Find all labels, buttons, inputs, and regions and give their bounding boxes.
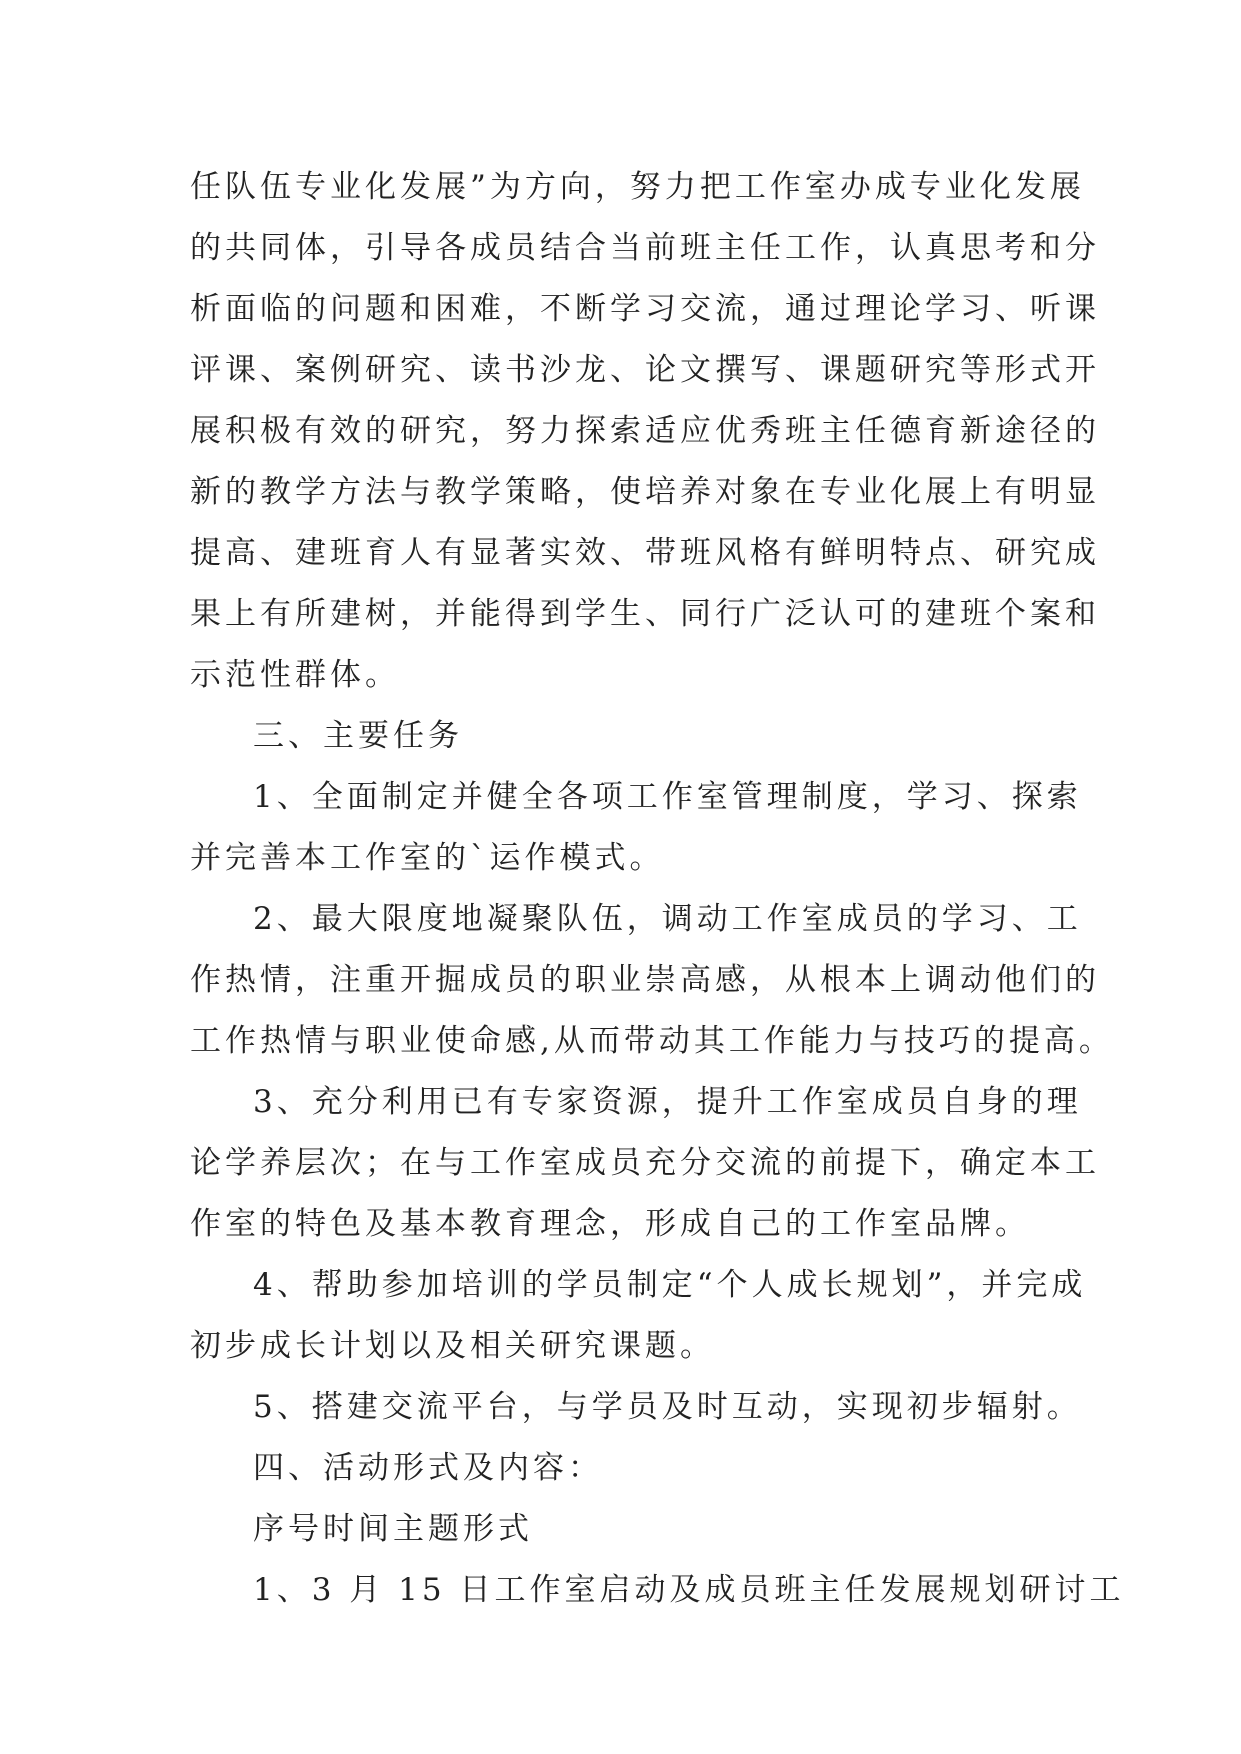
text-line: 5、搭建交流平台，与学员及时互动，实现初步辐射。 <box>253 1389 1082 1425</box>
text-line: 示范性群体。 <box>190 657 400 693</box>
text-line: 新的教学方法与教学策略，使培养对象在专业化展上有明显 <box>190 474 1100 510</box>
text-line: 2、最大限度地凝聚队伍，调动工作室成员的学习、工 <box>253 901 1082 937</box>
text-line: 的共同体，引导各成员结合当前班主任工作，认真思考和分 <box>190 230 1100 266</box>
text-line: 析面临的问题和困难，不断学习交流，通过理论学习、听课 <box>190 291 1100 327</box>
body-text <box>190 157 1125 1621</box>
text-line: 评课、案例研究、读书沙龙、论文撰写、课题研究等形式开 <box>190 352 1100 388</box>
text-line: 四、活动形式及内容： <box>253 1450 603 1486</box>
text-line: 4、帮助参加培训的学员制定“个人成长规划”，并完成 <box>253 1267 1087 1303</box>
text-line: 提高、建班育人有显著实效、带班风格有鲜明特点、研究成 <box>190 535 1100 571</box>
text-line: 任队伍专业化发展”为方向，努力把工作室办成专业化发展 <box>190 169 1085 205</box>
text-line: 作热情，注重开掘成员的职业崇高感，从根本上调动他们的 <box>190 962 1100 998</box>
text-line: 1、3 月 15 日工作室启动及成员班主任发展规划研讨工 <box>253 1572 1125 1608</box>
text-line: 1、全面制定并健全各项工作室管理制度，学习、探索 <box>253 779 1082 815</box>
text-line: 3、充分利用已有专家资源，提升工作室成员自身的理 <box>253 1084 1082 1120</box>
text-line: 论学养层次；在与工作室成员充分交流的前提下，确定本工 <box>190 1145 1100 1181</box>
text-line: 并完善本工作室的`运作模式。 <box>190 840 665 876</box>
text-line: 工作热情与职业使命感,从而带动其工作能力与技巧的提高。 <box>190 1023 1114 1059</box>
text-line: 序号时间主题形式 <box>253 1511 533 1547</box>
text-line: 展积极有效的研究，努力探索适应优秀班主任德育新途径的 <box>190 413 1100 449</box>
text-line: 果上有所建树，并能得到学生、同行广泛认可的建班个案和 <box>190 596 1100 632</box>
text-line: 初步成长计划以及相关研究课题。 <box>190 1328 715 1364</box>
text-line: 三、主要任务 <box>253 718 463 754</box>
text-line: 作室的特色及基本教育理念，形成自己的工作室品牌。 <box>190 1206 1030 1242</box>
